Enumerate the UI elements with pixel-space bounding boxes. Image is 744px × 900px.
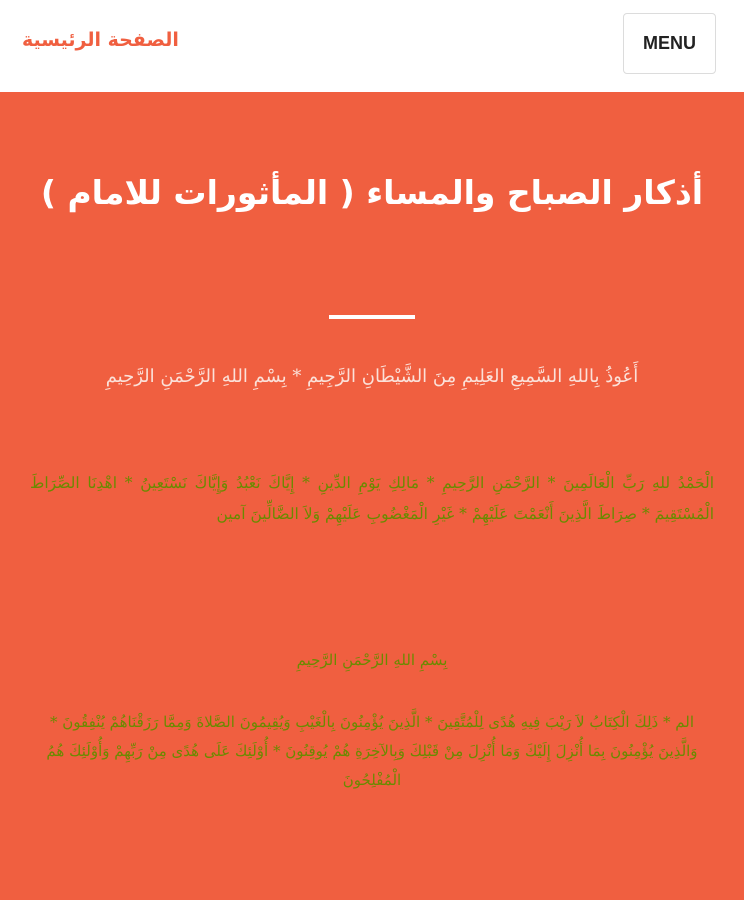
fatiha-text: الْحَمْدُ للهِ رَبِّ الْعَالَمِينَ * الرَّحْمَنِ الرَّحِيمِ * مَالِكِ يَوْمِ الدِّينِ * إِيَّاكَ نَعْبُدُ وَإِيَّاكَ نَسْتَعِينُ * اهْدِنَا الصِّرَاطَ الْمُسْتَقِيمَ * صِرَاطَ الَّذِينَ أَنْعَمْتَ عَلَيْهِمْ * غَيْرِ الْمَغْضُوبِ عَلَيْهِمْ وَلاَ الضَّالِّينَ آمين <box>30 474 714 523</box>
menu-button[interactable]: MENU <box>623 13 716 74</box>
baqarah-verses-text: الم * ذَلِكَ الْكِتَابُ لاَ رَيْبَ فِيهِ هُدًى لِلْمُتَّقِينَ * الَّذِينَ يُؤْمِنُونَ بِالْغَيْبِ وَيُقِيمُونَ الصَّلاةَ وَمِمَّا رَزَقْنَاهُمْ يُنْفِقُونَ * وَالَّذِينَ يُؤْمِنُونَ بِمَا أُنْزِلَ إِلَيْكَ وَمَا أُنْزِلَ مِنْ قَبْلِكَ وَبِالآخِرَةِ هُمْ يُوقِنُونَ * أُوْلَئِكَ عَلَى هُدًى مِنْ رَبِّهِمْ وَأُوْلَئِكَ هُمُ الْمُفْلِحُونَ <box>46 713 698 789</box>
isti3adha-text: أَعُوذُ بِاللهِ السَّمِيعِ العَلِيمِ مِنَ الشَّيْطَانِ الرَّجِيمِ * بِسْمِ اللهِ الرَّحْمَنِ الرَّحِيمِ <box>105 366 639 387</box>
page-title: أذكار الصباح والمساء ( المأثورات للامام ) <box>40 173 704 212</box>
title-divider <box>329 315 415 319</box>
basmala-text: بِسْمِ اللهِ الرَّحْمَنِ الرَّحِيمِ <box>296 651 448 669</box>
home-link[interactable]: الصفحة الرئيسية <box>22 29 179 51</box>
top-navbar <box>0 0 744 92</box>
